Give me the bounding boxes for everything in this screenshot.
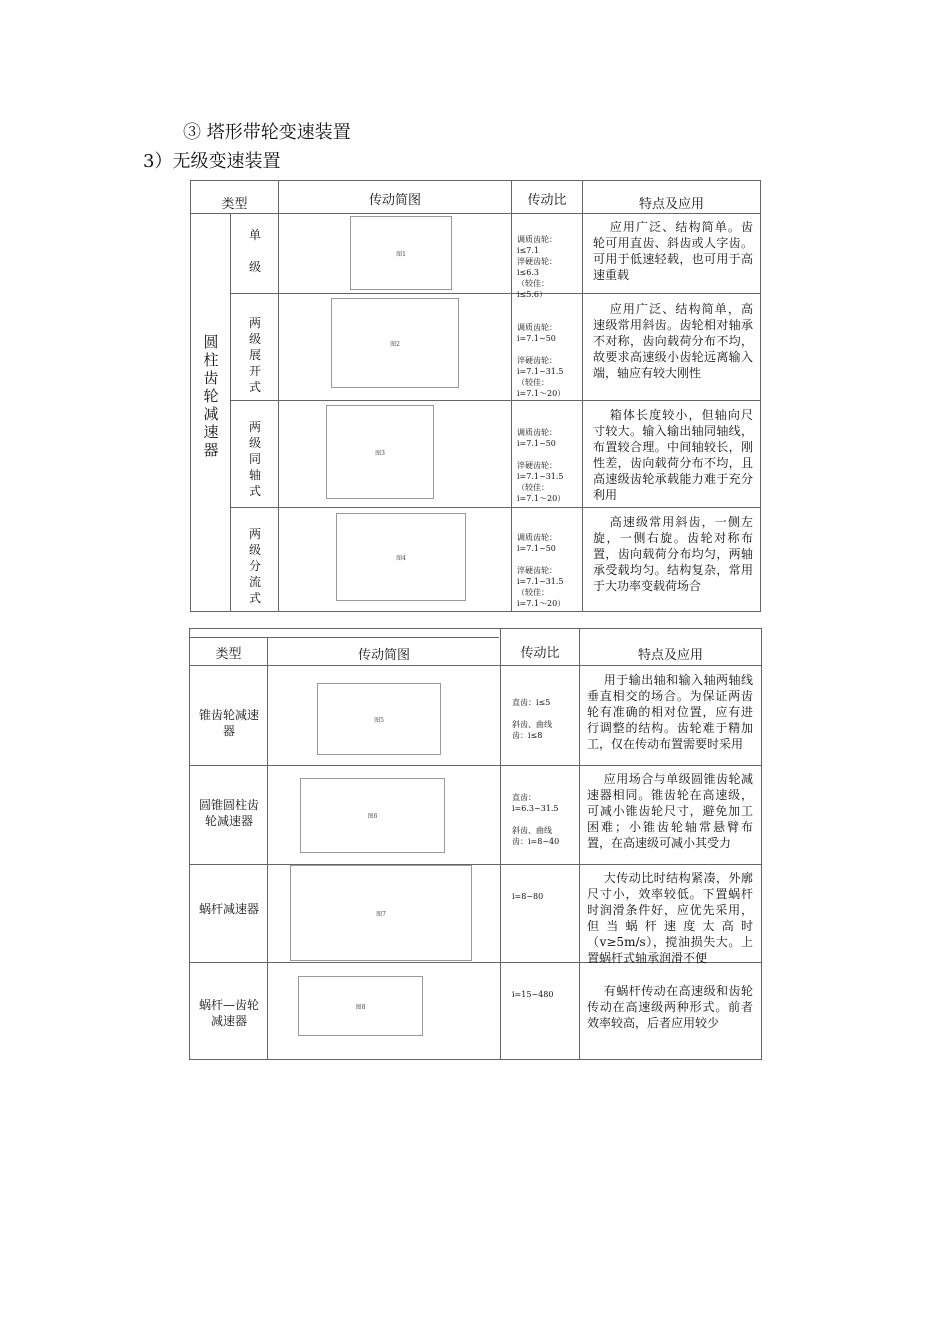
row5-ratio: 直齿：i≤5 斜齿、曲线 齿：i≤8 [512,698,552,740]
row2-ratio: 调质齿轮： i=7.1~50 淬硬齿轮： i=7.1~31.5 （较佳： i=7.1～20） [517,323,566,398]
cylindrical-gear-table [190,180,761,612]
figure-6: 图6 [300,778,445,853]
row8-type: 蜗杆—齿轮减速器 [198,998,259,1028]
row1-features: 应用广泛、结构简单。齿轮可用直齿、斜齿或人字齿。可用于低速轻载，也可用于高速重载 [593,220,753,282]
row1-ratio: 调质齿轮： i≤7.1 淬硬齿轮： i≤6.3 （较佳： i≤5.6） [517,235,557,299]
row3-subtype: 两 级 同 轴 式 [248,420,261,498]
row5-type: 锥齿轮减速器 [198,708,259,738]
group-label-cylindrical: 圆 柱 齿 轮 减 速 器 [203,333,219,459]
header-diagram: 传动简图 [368,193,421,208]
row1-subtype: 单 级 [248,228,261,274]
row4-features: 高速级常用斜齿，一侧左旋，一侧右旋。齿轮对称布置，齿向载荷分布均匀，两轴承受载均匀。结构复杂，常用于大功率变载荷场合 [593,515,753,593]
figure-4: 图4 [336,513,466,601]
figure-8: 图8 [298,976,423,1036]
bevel-worm-table [189,628,762,1060]
row6-ratio: 直齿： i=6.3~31.5 斜齿、曲线 齿：i=8~40 [512,793,560,846]
figure-7: 图7 [290,865,472,961]
row7-type: 蜗杆减速器 [198,902,259,916]
row4-ratio: 调质齿轮： i=7.1~50 淬硬齿轮： i=7.1~31.5 （较佳： i=7.1～20） [517,533,566,608]
section-heading-stepless: 3）无级变速装置 [143,151,281,172]
header-diagram-2: 传动简图 [357,648,410,663]
row4-subtype: 两 级 分 流 式 [248,527,261,605]
header-ratio-2: 传动比 [520,646,560,661]
figure-1: 图1 [350,216,452,290]
row8-ratio: i=15~480 [512,990,554,999]
figure-5: 图5 [317,683,441,755]
row3-ratio: 调质齿轮： i=7.1~50 淬硬齿轮： i=7.1~31.5 （较佳： i=7.1～20） [517,428,566,503]
row6-features: 应用场合与单级圆锥齿轮减速器相同。锥齿轮在高速级，可减小锥齿轮尺寸，避免加工困难；小锥齿轮轴常悬臂布置，在高速级可减小其受力 [587,772,753,850]
row7-ratio: i=8~80 [512,892,544,901]
row8-features: 有蜗杆传动在高速级和齿轮传动在高速级两种形式。前者效率较高，后者应用较少 [587,984,753,1030]
row2-subtype: 两 级 展 开 式 [248,316,261,394]
figure-3: 图3 [326,405,434,499]
header-type: 类型 [221,197,248,212]
header-type-2: 类型 [215,647,242,662]
figure-2: 图2 [331,298,459,388]
header-ratio: 传动比 [527,193,567,208]
row5-features: 用于输出轴和输入轴两轴线垂直相交的场合。为保证两齿轮有准确的相对位置，应有进行调整的结构。齿轮难于精加工，仅在传动布置需要时采用 [587,673,753,751]
row6-type: 圆锥圆柱齿轮减速器 [198,798,259,828]
header-features-2: 特点及应用 [637,648,703,663]
header-features: 特点及应用 [638,197,704,212]
section-heading-tower-pulley: ③ 塔形带轮变速装置 [183,122,351,143]
row2-features: 应用广泛、结构简单，高速级常用斜齿。齿轮相对轴承不对称，齿向载荷分布不均，故要求高速级小齿轮远离输入端，轴应有较大刚性 [593,302,753,380]
row7-features: 大传动比时结构紧凑，外廓尺寸小，效率较低。下置蜗杆时润滑条件好，应优先采用，但当蜗杆速度太高时（v≥5m/s），搅油损失大。上置蜗杆式轴承润滑不便 [587,871,753,965]
row3-features: 箱体长度较小，但轴向尺寸较大。输入输出轴同轴线，布置较合理。中间轴较长，刚性差，齿向载荷分布不均，且高速级齿轮承载能力难于充分利用 [593,408,753,502]
